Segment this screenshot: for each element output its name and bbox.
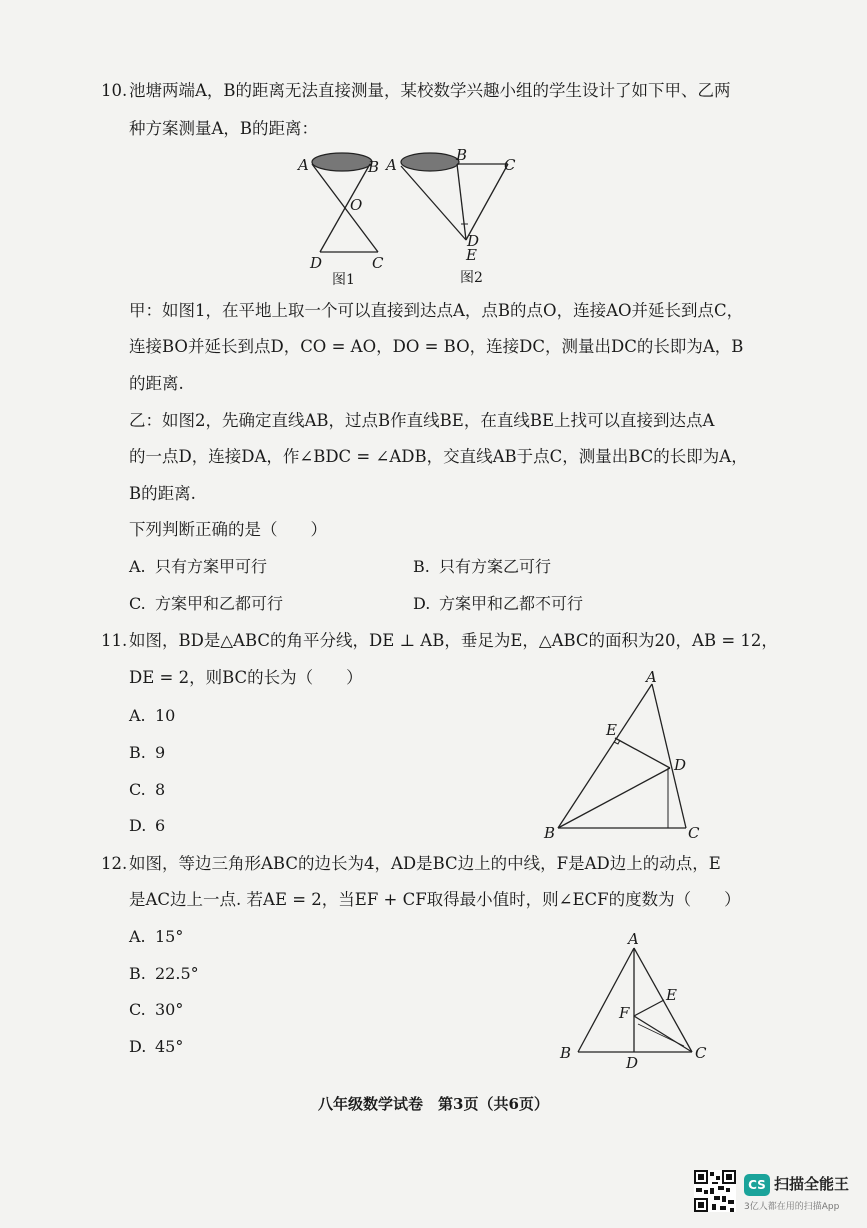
q10-plan-jia-line3: 的距离. [129,374,184,393]
page-footer: 八年级数学试卷 第3页（共6页） [318,1095,549,1113]
option-label: A. [129,706,146,725]
q12-option-b[interactable] [129,963,199,985]
q11-number: 11. [101,631,128,650]
q11-option-b[interactable] [129,742,165,764]
q11-triangle-figure [538,666,708,846]
option-label: D. [129,1037,147,1056]
q10-figures [290,148,540,288]
camscanner-logo: CS [744,1174,770,1196]
option-label: B. [413,557,430,576]
fig1-label-o: O [350,196,363,214]
fig2-label-b: B [456,148,468,164]
fig1-label-b: B [368,158,380,176]
figure-2 [384,148,516,286]
q11-label-e: E [606,721,617,739]
q11-label-c: C [688,824,700,842]
q11-label-a: A [646,668,657,686]
option-text: 30° [155,1000,184,1019]
q10-option-b[interactable] [413,556,551,578]
q12-label-d: D [626,1054,639,1072]
fig2-caption: 图2 [460,270,483,286]
option-text: 方案甲和乙都可行 [155,594,284,613]
figure-1 [296,153,384,288]
option-label: C. [129,594,146,613]
option-text: 6 [155,816,166,835]
qr-code-icon [694,1170,736,1212]
option-label: C. [129,1000,146,1019]
q12-option-c[interactable] [129,999,183,1021]
q11-label-d: D [674,756,687,774]
option-text: 9 [155,743,166,762]
option-text: 只有方案乙可行 [439,557,552,576]
option-label: A. [129,927,146,946]
option-text: 10 [155,706,176,725]
option-label: D. [129,816,147,835]
q10-question: 下列判断正确的是（ ） [129,520,327,539]
fig1-label-d: D [310,254,323,272]
fig2-label-d: D [467,232,480,250]
q10-text-line2: 种方案测量A，B的距离： [129,119,319,138]
option-text: 只有方案甲可行 [155,557,268,576]
option-text: 方案甲和乙都不可行 [439,594,584,613]
q11-label-b: B [544,824,556,842]
q11-option-d[interactable] [129,815,165,837]
q12-label-b: B [560,1044,572,1062]
fig2-label-c: C [504,156,516,174]
q10-plan-jia-line2: 连接BO并延长到点D，CO = AO，DO = BO，连接DC，测量出DC的长即为A，B [129,337,744,356]
pond-shape-1 [312,153,372,171]
q11-option-a[interactable] [129,705,175,727]
q12-number: 12. [101,854,128,873]
option-text: 15° [155,927,184,946]
camscanner-tagline: 3亿人都在用的扫描App [744,1202,840,1212]
camscanner-name: 扫描全能王 [774,1175,850,1193]
option-label: D. [413,594,431,613]
option-text: 45° [155,1037,184,1056]
fig1-label-c: C [372,254,384,272]
option-label: B. [129,964,146,983]
q11-text-line2: DE = 2，则BC的长为（ ） [129,668,363,687]
q11-option-c[interactable] [129,779,165,801]
q12-label-a: A [628,930,639,948]
fig2-label-e: E [466,246,477,264]
option-label: C. [129,780,146,799]
q12-option-a[interactable] [129,926,183,948]
pond-shape-2 [401,153,459,171]
q10-text-line1: 池塘两端A，B的距离无法直接测量，某校数学兴趣小组的学生设计了如下甲、乙两 [129,81,731,100]
q10-plan-yi-line3: B的距离. [129,484,196,503]
q12-triangle-figure [552,928,722,1074]
q10-plan-jia-line1: 甲：如图1，在平地上取一个可以直接到达点A，点B的点O，连接AO并延长到点C， [129,301,744,320]
q12-label-f: F [619,1004,630,1022]
q12-text-line2: 是AC边上一点. 若AE = 2，当EF + CF取得最小值时，则∠ECF的度数为（ ） [129,890,741,909]
q10-option-c[interactable] [129,593,283,615]
option-label: B. [129,743,146,762]
fig2-label-a: A [386,156,397,174]
option-label: A. [129,557,146,576]
fig1-label-a: A [298,156,309,174]
q10-number: 10. [101,81,128,100]
q12-label-e: E [666,986,677,1004]
q12-text-line1: 如图，等边三角形ABC的边长为4，AD是BC边上的中线，F是AD边上的动点，E [129,854,721,873]
q12-option-d[interactable] [129,1036,183,1058]
option-text: 8 [155,780,166,799]
q10-plan-yi-line1: 乙：如图2，先确定直线AB，过点B作直线BE，在直线BE上找可以直接到达点A [129,411,715,430]
q10-option-d[interactable] [413,593,583,615]
q10-plan-yi-line2: 的一点D，连接DA，作∠BDC = ∠ADB，交直线AB于点C，测量出BC的长即为A， [129,447,748,466]
option-text: 22.5° [155,964,199,983]
q11-text-line1: 如图，BD是△ABC的角平分线，DE ⊥ AB，垂足为E，△ABC的面积为20，AB = 12， [129,631,778,650]
q10-option-a[interactable] [129,556,267,578]
fig1-caption: 图1 [332,272,355,288]
q12-label-c: C [695,1044,707,1062]
